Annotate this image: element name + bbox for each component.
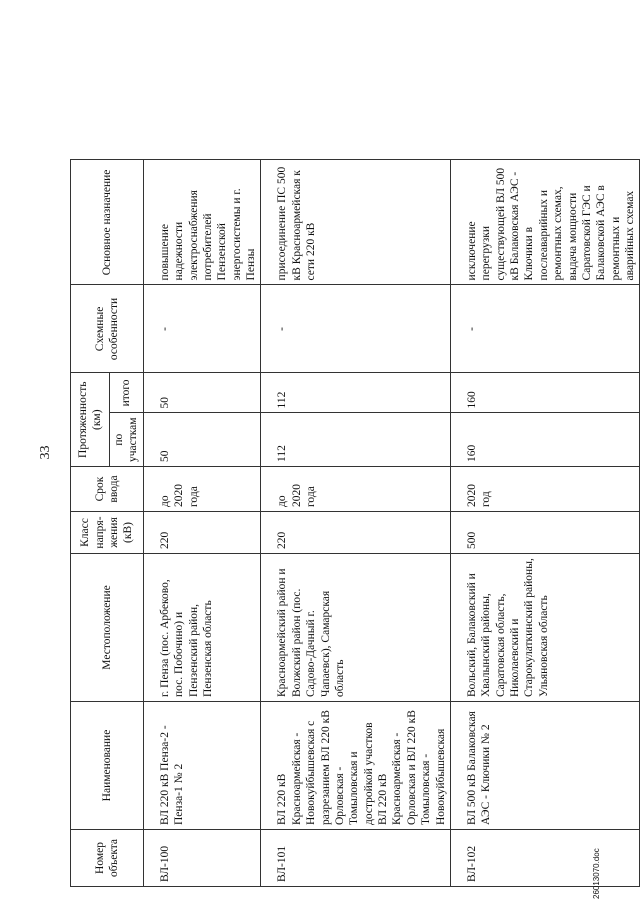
cell-name: ВЛ 500 кВ Балаковская АЭС - Ключики № 2 xyxy=(450,702,640,830)
objects-table xyxy=(70,159,640,887)
cell-location: Красноармейский район и Волжский район (пос. Садово-Дачный г. Чапаевск), Самарская область xyxy=(261,554,451,702)
header-voltage: Класс напря-жения (кВ) xyxy=(71,512,144,554)
cell-term: до 2020 года xyxy=(261,467,451,512)
header-location: Местоположение xyxy=(71,554,144,702)
cell-scheme: - xyxy=(261,285,451,373)
table-row xyxy=(450,160,640,887)
cell-total: 160 xyxy=(450,373,640,413)
header-num: Номер объекта xyxy=(71,830,144,887)
header-scheme: Схемные особенности xyxy=(71,285,144,373)
cell-num: ВЛ-100 xyxy=(143,830,261,887)
cell-total: 50 xyxy=(143,373,261,413)
cell-location: Вольский, Балаковский и Хвалынский районы, Саратовская область, Николаевский и Старокулаткинский районы, Ульяновская область xyxy=(450,554,640,702)
cell-purpose: исключение перегрузки существующей ВЛ 500 кВ Балаковская АЭС - Ключики в послеаварийных и ремонтных схемах, выдача мощности Саратовской ГЭС и Балаковской АЭС в ремонтных и аварийных схемах xyxy=(450,160,640,285)
cell-name: ВЛ 220 кВ Пенза-2 - Пенза-1 № 2 xyxy=(143,702,261,830)
header-length: Протяженность (км) xyxy=(71,373,110,467)
cell-voltage: 220 xyxy=(143,512,261,554)
cell-num: ВЛ-101 xyxy=(261,830,451,887)
header-total: итого xyxy=(110,373,144,413)
cell-purpose: повышение надежности электроснабжения потребителей Пензенской энергосистемы и г. Пензы xyxy=(143,160,261,285)
page-number: 33 xyxy=(38,445,53,460)
cell-scheme: - xyxy=(450,285,640,373)
cell-voltage: 220 xyxy=(261,512,451,554)
cell-purpose: присоединение ПС 500 кВ Красноармейская к сети 220 кВ xyxy=(261,160,451,285)
header-term: Срок ввода xyxy=(71,467,144,512)
cell-scheme: - xyxy=(143,285,261,373)
header-row xyxy=(71,160,110,887)
cell-sections: 160 xyxy=(450,413,640,467)
cell-total: 112 xyxy=(261,373,451,413)
cell-sections: 112 xyxy=(261,413,451,467)
cell-num: ВЛ-102 xyxy=(450,830,640,887)
cell-term: 2020 год xyxy=(450,467,640,512)
cell-name: ВЛ 220 кВ Красноармейская - Новокуйбышевская с разрезанием ВЛ 220 кВ Орловская - Томыловская и достройкой участков ВЛ 220 кВ Красноармейская - Орловская и ВЛ 220 кВ Томыловская - Новокуйбышевская xyxy=(261,702,451,830)
header-by-sections: по участкам xyxy=(110,413,144,467)
header-purpose: Основное назначение xyxy=(71,160,144,285)
table-row xyxy=(143,160,261,887)
header-name: Наименование xyxy=(71,702,144,830)
cell-location: г. Пенза (пос. Арбеково, пос. Побочино) и Пензенский район, Пензенская область xyxy=(143,554,261,702)
cell-term: до 2020 года xyxy=(143,467,261,512)
cell-sections: 50 xyxy=(143,413,261,467)
cell-voltage: 500 xyxy=(450,512,640,554)
footer-filename: 26013070.doc xyxy=(592,848,601,899)
table-row xyxy=(261,160,451,887)
